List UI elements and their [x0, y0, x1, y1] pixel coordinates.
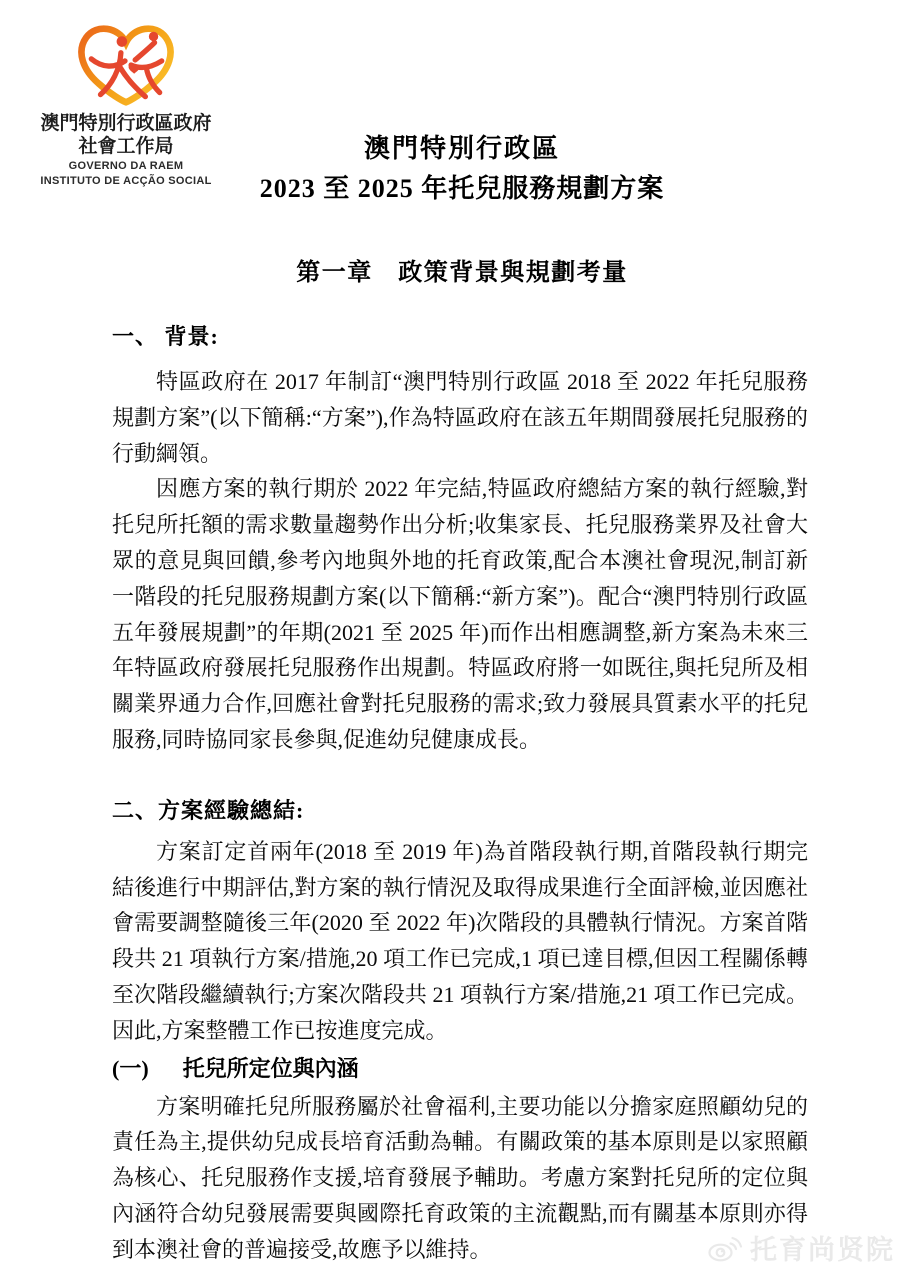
chapter-heading: 第一章 政策背景與規劃考量	[296, 260, 628, 286]
document-title-line1: 澳門特別行政區	[363, 134, 560, 163]
org-name-pt-line2: INSTITUTO DE ACÇÃO SOCIAL	[40, 175, 212, 187]
subsection-1-paragraph-1: 方案明確托兒所服務屬於社會福利,主要功能以分擔家庭照顧幼兒的責任為主,提供幼兒成長培育活動為輔。有關政策的基本原則是以家照顧為核心、托兒服務作支援,培育發展予輔助。考慮方案對托兒所的定位與內涵符合幼兒發展需要與國際托育政策的主流觀點,而有關基本原則亦得到本澳社會的普遍接受,故應予以維持。	[112, 1093, 808, 1262]
subsection-1-heading	[112, 1055, 808, 1083]
weibo-icon	[707, 1234, 743, 1262]
heart-figures-logo-icon	[75, 22, 177, 106]
section-1-paragraph-2: 因應方案的執行期於 2022 年完結,特區政府總結方案的執行經驗,對托兒所托額的需求數量趨勢作出分析;收集家長、托兒服務業界及社會大眾的意見與回饋,參考內地與外地的托育政策,配合本澳社會現況,制訂新一階段的托兒服務規劃方案(以下簡稱:“新方案”)。配合“澳門特別行政區五年發展規劃”的年期(2021 至 2025 年)而作出相應調整,新方案為未來三年特區政府發展托兒服務作出規劃。特區政府將一如既往,與托兒所及相關業界通力合作,回應社會對托兒服務的需求;致力發展具質素水平的托兒服務,同時協同家長參與,促進幼兒健康成長。	[112, 476, 808, 752]
document-body	[112, 322, 808, 1268]
section-2-paragraph-1: 方案訂定首兩年(2018 至 2019 年)為首階段執行期,首階段執行期完結後進行中期評估,對方案的執行情況及取得成果進行全面評檢,並因應社會需要調整隨後三年(2020 至 2022 年)次階段的具體執行情況。方案首階段共 21 項執行方案/措施,20 項工作已完成,1 項已達目標,但因工程關係轉至次階段繼續執行;方案次階段共 21 項執行方案/措施,21 項工作已完成。因此,方案整體工作已按進度完成。	[112, 838, 808, 1043]
watermark-text: 托育尚贤院	[750, 1235, 895, 1265]
section-1-heading: 一、 背景:	[112, 324, 219, 349]
org-name-pt-line1: GOVERNO DA RAEM	[68, 160, 184, 172]
org-name-zh-line1: 澳門特別行政區政府	[40, 113, 212, 134]
section-1-paragraph-1: 特區政府在 2017 年制訂“澳門特別行政區 2018 至 2022 年托兒服務規劃方案”(以下簡稱:“方案”),作為特區政府在該五年期間發展托兒服務的行動綱領。	[112, 369, 808, 466]
document-title-line2: 2023 至 2025 年托兒服務規劃方案	[259, 174, 665, 203]
subsection-1-title: 托兒所定位與內涵	[182, 1055, 359, 1081]
org-name-zh-line2: 社會工作局	[78, 136, 174, 157]
title-block	[12, 132, 911, 287]
section-2-heading: 二、方案經驗總結:	[112, 797, 305, 823]
subsection-1-number: (一)	[112, 1055, 149, 1081]
watermark	[707, 1228, 895, 1267]
